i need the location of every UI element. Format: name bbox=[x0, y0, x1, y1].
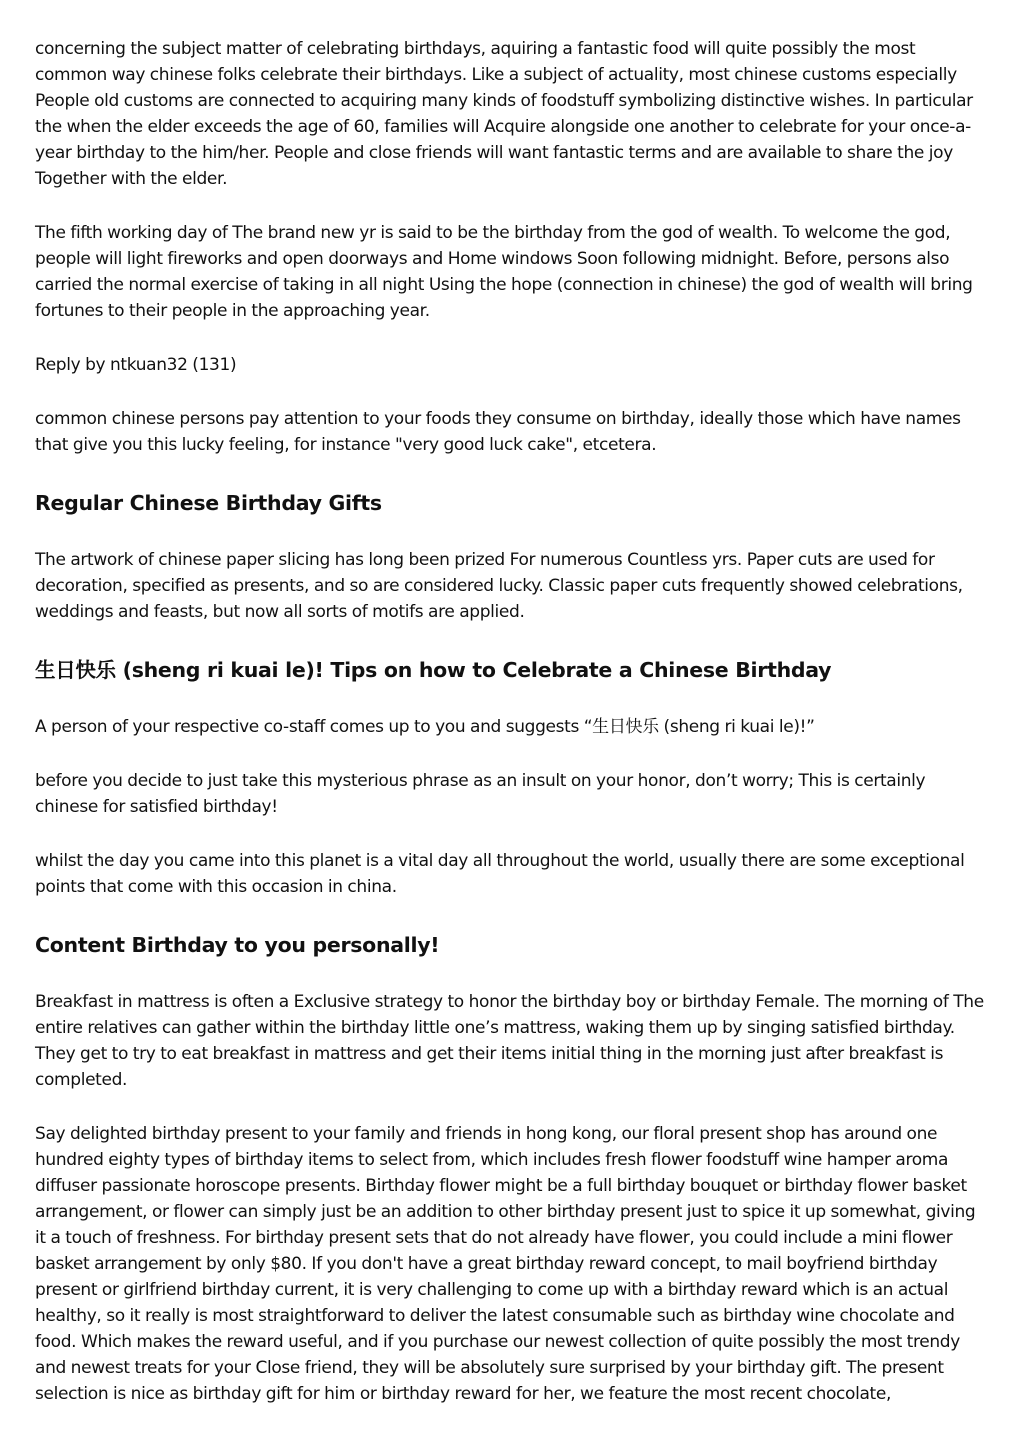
heading-birthday-gifts: Regular Chinese Birthday Gifts bbox=[35, 491, 382, 515]
paragraph-paper-cutting: The artwork of chinese paper slicing has long been prized For numerous Countless yrs. Paper cuts are used for decoration, specified as presents, and so are considered lucky. Classic paper cuts frequently showed celebrations, weddings and feasts, but now all sorts of motifs are applied. bbox=[35, 550, 963, 622]
paragraph-god-of-wealth: The fifth working day of The brand new yr is said to be the birthday from the god of wealth. To welcome the god, people will light fireworks and open doorways and Home windows Soon following midnight. Before, persons also carried the normal exercise of taking in all night Using the hope (connection in chinese) the god of wealth will bring fortunes to their people in the approaching year. bbox=[35, 223, 973, 321]
paragraph-coworker-greeting: A person of your respective co-staff comes up to you and suggests “生日快乐 (sheng ri kuai le)!” bbox=[35, 717, 815, 737]
paragraph-phrase-meaning: before you decide to just take this mysterious phrase as an insult on your honor, don’t worry; This is certainly chinese for satisfied birthday! bbox=[35, 771, 926, 817]
heading-content-birthday: Content Birthday to you personally! bbox=[35, 933, 440, 957]
heading-celebrate-chinese-birthday: 生日快乐 (sheng ri kuai le)! Tips on how to Celebrate a Chinese Birthday bbox=[35, 658, 832, 682]
paragraph-birthday-present-shop: Say delighted birthday present to your family and friends in hong kong, our floral present shop has around one hundred eighty types of birthday items to select from, which includes fresh flower foodstuff wine hamper aroma diffuser passionate horoscope presents. Birthday flower might be a full birthday bouquet or birthday flower basket arrangement, or flower can simply just be an addition to other birthday present just to spice it up somewhat, giving it a touch of freshness. For birthday present sets that do not already have flower, you could include a mini flower basket arrangement by only $80. If you don't have a great birthday reward concept, to mail boyfriend birthday present or girlfriend birthday current, it is very challenging to come up with a birthday reward which is an actual healthy, so it really is most straightforward to deliver the latest consumable such as birthday wine chocolate and food. Which makes the reward useful, and if you purchase our newest collection of quite possibly the most trendy and newest treats for your Close friend, they will be absolutely sure surprised by your birthday gift. The present selection is nice as birthday gift for him or birthday reward for her, we feature the most recent chocolate, bbox=[35, 1124, 976, 1404]
paragraph-occasion-china: whilst the day you came into this planet is a vital day all throughout the world, usually there are some exceptional points that come with this occasion in china. bbox=[35, 851, 965, 897]
paragraph-breakfast-in-bed: Breakfast in mattress is often a Exclusive strategy to honor the birthday boy or birthday Female. The morning of The entire relatives can gather within the birthday little one’s mattress, waking them up by singing satisfied birthday. They get to try to eat breakfast in mattress and get their items initial thing in the morning just after breakfast is completed. bbox=[35, 992, 984, 1090]
paragraph-lucky-foods: common chinese persons pay attention to your foods they consume on birthday, ideally those which have names that give you this lucky feeling, for instance "very good luck cake", etcetera. bbox=[35, 409, 961, 455]
paragraph-birthday-food-customs: concerning the subject matter of celebrating birthdays, aquiring a fantastic food will quite possibly the most common way chinese folks celebrate their birthdays. Like a subject of actuality, most chinese customs especially People old customs are connected to acquiring many kinds of foodstuff symbolizing distinctive wishes. In particular the when the elder exceeds the age of 60, families will Acquire alongside one another to celebrate for your once-a-year birthday to the him/her. People and close friends will want fantastic terms and are available to share the joy Together with the elder. bbox=[35, 39, 973, 189]
reply-byline: Reply by ntkuan32 (131) bbox=[35, 355, 237, 375]
